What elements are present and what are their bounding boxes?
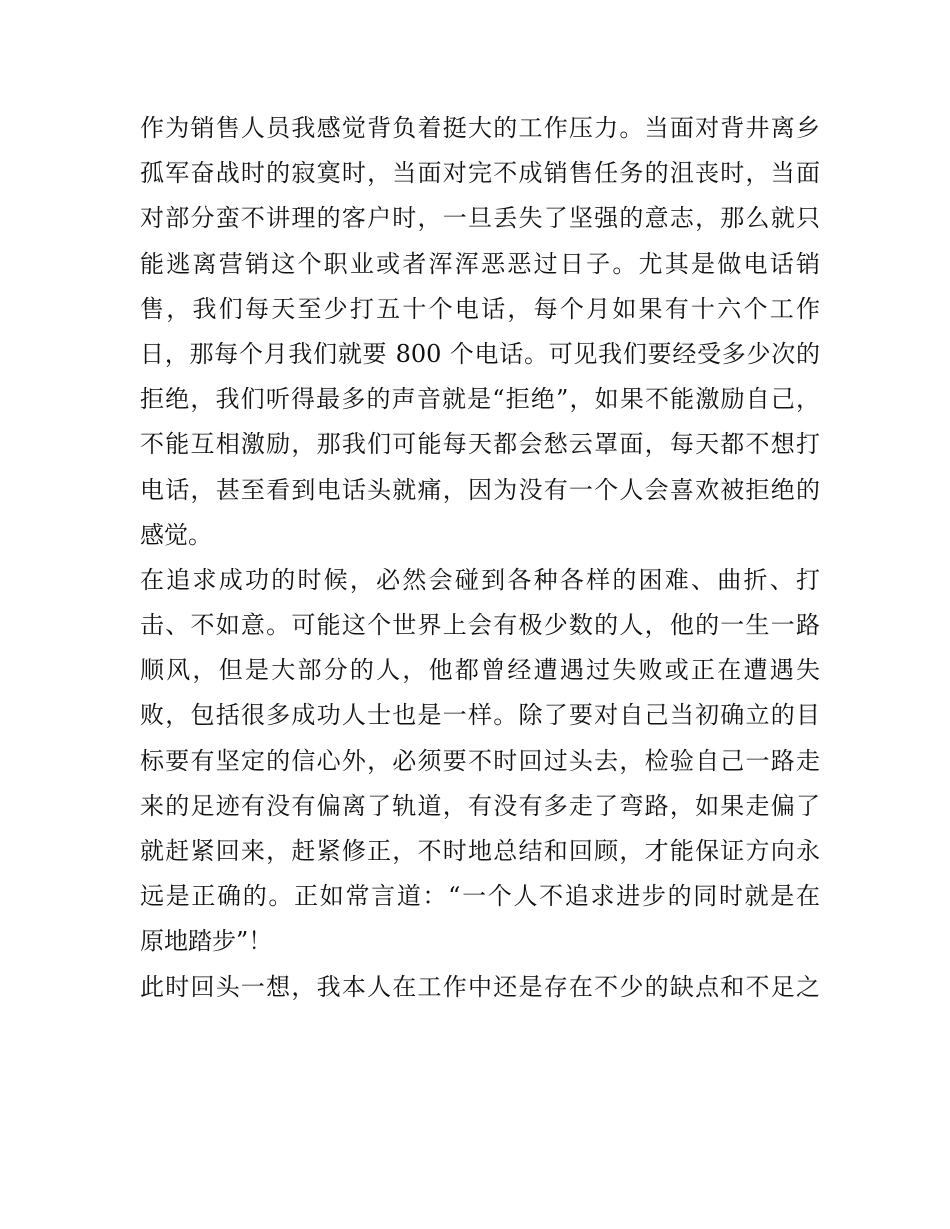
text-line: 能逃离营销这个职业或者浑浑恶恶过日子。尤其是做电话销: [140, 249, 820, 278]
text-line: 来的足迹有没有偏离了轨道，有没有多走了弯路，如果走偏了: [140, 791, 820, 820]
text-line: 不能互相激励，那我们可能每天都会愁云罩面，每天都不想打: [140, 430, 820, 459]
text-line: 败，包括很多成功人士也是一样。除了要对自己当初确立的目: [140, 701, 820, 730]
text-line: 售，我们每天至少打五十个电话，每个月如果有十六个工作: [140, 294, 820, 323]
text-line: 日，那每个月我们就要 800 个电话。可见我们要经受多少次的: [140, 339, 820, 368]
text-line: 作为销售人员我感觉背负着挺大的工作压力。当面对背井离乡: [140, 114, 820, 142]
text-line: 击、不如意。可能这个世界上会有极少数的人，他的一生一路: [140, 611, 820, 640]
text-line: 远是正确的。正如常言道：“一个人不追求进步的同时就是在: [140, 882, 820, 911]
text-line: 此时回头一想，我本人在工作中还是存在不少的缺点和不足之: [140, 972, 820, 1001]
text-line: 就赶紧回来，赶紧修正，不时地总结和回顾，才能保证方向永: [140, 837, 820, 865]
text-line: 标要有坚定的信心外，必须要不时回过头去，检验自己一路走: [140, 746, 820, 775]
text-line: 顺风，但是大部分的人，他都曾经遭遇过失败或正在遭遇失: [140, 656, 820, 685]
text-line: 电话，甚至看到电话头就痛，因为没有一个人会喜欢被拒绝的: [140, 475, 820, 504]
text-line: 感觉。: [140, 520, 212, 549]
body-text: [140, 106, 820, 1010]
text-line: 对部分蛮不讲理的客户时，一旦丢失了坚强的意志，那么就只: [140, 204, 820, 233]
text-line: 拒绝，我们听得最多的声音就是“拒绝”，如果不能激励自己，: [140, 385, 820, 414]
text-line: 在追求成功的时候，必然会碰到各种各样的困难、曲折、打: [140, 565, 820, 594]
text-line: 原地踏步”！: [140, 927, 273, 956]
text-line: 孤军奋战时的寂寞时，当面对完不成销售任务的沮丧时，当面: [140, 159, 820, 188]
